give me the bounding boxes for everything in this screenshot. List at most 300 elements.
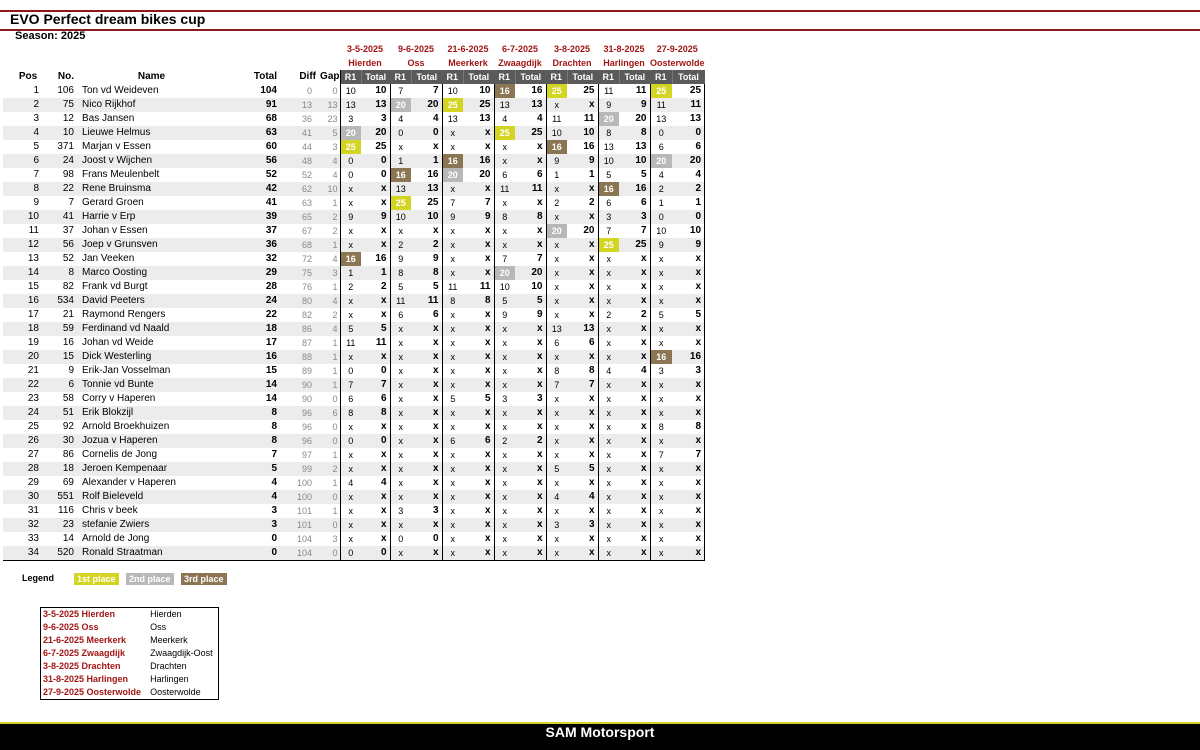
row-r1-result: x — [554, 254, 559, 264]
row-r1-result: 1 — [658, 198, 664, 208]
row-event-total: x — [515, 140, 546, 154]
row-diff: 72 — [301, 254, 312, 264]
row-r1-result: x — [390, 406, 411, 420]
row-event-total: x — [411, 224, 442, 238]
row-r1-result: x — [606, 282, 611, 292]
row-event-total: 8 — [515, 210, 546, 224]
row-event-total: 16 — [411, 168, 442, 182]
row-event-total: x — [672, 532, 705, 546]
event-date: 3-5-2025 — [346, 44, 384, 54]
row-event-total: 10 — [567, 126, 598, 140]
row-r1-result: x — [650, 378, 672, 392]
row-name: Johan v Essen — [82, 225, 148, 236]
row-event-total: x — [515, 154, 546, 168]
event-header-row — [3, 42, 705, 70]
event-place: Meerkerk — [448, 58, 488, 68]
standings-table — [3, 42, 705, 561]
row-name: Erik-Jan Vosselman — [82, 365, 171, 376]
row-name: Frank vd Burgt — [82, 281, 148, 292]
event-list-row — [41, 647, 219, 660]
row-gap: 0 — [316, 546, 340, 561]
row-event-total: x — [672, 294, 705, 308]
row-pos: 27 — [27, 449, 39, 460]
row-number: 59 — [53, 322, 74, 336]
row-pos: 11 — [28, 225, 39, 236]
event-header — [650, 42, 705, 70]
row-event-total: x — [463, 224, 494, 238]
row-event-total: x — [567, 308, 598, 322]
row-event-total: 11 — [672, 98, 705, 112]
row-event-total: 13 — [567, 322, 598, 336]
row-event-total: x — [411, 406, 442, 420]
table-row — [3, 448, 705, 462]
row-r1-result: x — [502, 226, 507, 236]
row-r1-result: x — [554, 478, 559, 488]
row-r1-result: 7 — [450, 198, 456, 208]
table-row — [3, 294, 705, 308]
row-event-total: 1 — [672, 196, 705, 210]
row-r1-result: x — [546, 98, 567, 112]
row-name: Lieuwe Helmus — [74, 126, 229, 140]
table-row — [3, 504, 705, 518]
row-event-total: x — [619, 378, 650, 392]
table-row — [3, 462, 705, 476]
row-r1-result: x — [650, 322, 672, 336]
row-r1-result: 7 — [606, 226, 612, 236]
row-diff: 52 — [301, 170, 312, 180]
row-r1-result: x — [348, 198, 353, 208]
row-r1-result: 2 — [348, 282, 354, 292]
row-diff: 97 — [301, 450, 312, 460]
row-number: 23 — [53, 518, 74, 532]
row-r1-result: x — [398, 366, 403, 376]
row-name: Erik Blokzijl — [74, 406, 229, 420]
row-name: Tonnie vd Bunte — [74, 378, 229, 392]
row-event-total: x — [361, 182, 390, 196]
col-event-total: Total — [361, 70, 390, 84]
row-r1-result: x — [546, 238, 567, 252]
row-event-total: 6 — [515, 168, 546, 182]
row-r1-result: 7 — [658, 450, 664, 460]
table-row — [3, 322, 705, 336]
row-r1-result: x — [450, 478, 455, 488]
row-event-total: 0 — [411, 126, 442, 140]
row-r1-result: 13 — [546, 322, 567, 336]
row-event-total: x — [619, 252, 650, 266]
row-r1-result: 16 — [494, 84, 515, 98]
row-diff: 99 — [277, 462, 316, 476]
row-event-total: 11 — [361, 336, 390, 350]
row-r1-result: 13 — [656, 114, 667, 124]
row-number: 371 — [57, 141, 74, 152]
row-event-total: x — [619, 406, 650, 420]
row-r1-result: 4 — [546, 490, 567, 504]
row-r1-result: x — [606, 534, 611, 544]
row-name: Rolf Bieleveld — [74, 490, 229, 504]
row-r1-result: x — [659, 394, 664, 404]
row-event-total: x — [515, 476, 546, 490]
row-r1-result: x — [494, 350, 515, 364]
row-r1-result: x — [348, 450, 353, 460]
row-gap: 13 — [316, 98, 340, 112]
table-row — [3, 252, 705, 266]
row-r1-result: x — [442, 518, 463, 532]
row-r1-result: 25 — [442, 98, 463, 112]
row-event-total: 25 — [515, 126, 546, 140]
row-r1-result: 9 — [442, 210, 463, 224]
row-event-total: 7 — [567, 378, 598, 392]
row-event-total: x — [567, 280, 598, 294]
row-diff: 89 — [301, 366, 312, 376]
event-list-key: 21-6-2025 Meerkerk — [43, 635, 127, 645]
row-event-total: x — [619, 420, 650, 434]
row-event-total: x — [567, 476, 598, 490]
row-total: 39 — [229, 210, 277, 224]
row-r1-result: x — [398, 338, 403, 348]
table-row — [3, 266, 705, 280]
row-r1-result: x — [554, 506, 559, 516]
row-event-total: x — [361, 532, 390, 546]
row-event-total: x — [411, 448, 442, 462]
row-r1-result: x — [502, 506, 507, 516]
row-pos: 32 — [3, 518, 53, 532]
row-event-total: x — [361, 224, 390, 238]
row-total: 104 — [260, 85, 277, 96]
row-number: 106 — [57, 85, 74, 96]
row-event-total: 0 — [361, 168, 390, 182]
row-r1-result: x — [606, 450, 611, 460]
row-r1-result: 5 — [494, 294, 515, 308]
row-event-total: x — [672, 266, 705, 280]
row-r1-result: x — [502, 450, 507, 460]
row-r1-result: 16 — [340, 252, 361, 266]
table-row — [3, 140, 705, 154]
row-event-total: x — [515, 518, 546, 532]
row-r1-result: 0 — [348, 170, 354, 180]
row-gap: 1 — [316, 196, 340, 210]
row-total: 37 — [265, 225, 277, 236]
row-r1-result: 11 — [448, 282, 458, 292]
row-pos: 6 — [3, 154, 53, 168]
row-number: 18 — [53, 462, 74, 476]
row-number: 10 — [53, 126, 74, 140]
row-total: 29 — [229, 266, 277, 280]
row-total: 18 — [229, 322, 277, 336]
table-row — [3, 224, 705, 238]
row-pos: 22 — [3, 378, 53, 392]
row-name: Corry v Haperen — [82, 393, 156, 404]
table-row — [3, 518, 705, 532]
event-list-key: 31-8-2025 Harlingen — [43, 674, 129, 684]
row-pos: 1 — [33, 85, 39, 96]
row-r1-result: 8 — [442, 294, 463, 308]
row-r1-result: 11 — [604, 86, 614, 96]
table-row — [3, 182, 705, 196]
row-event-total: x — [515, 532, 546, 546]
row-number: 12 — [62, 113, 74, 124]
col-event-total: Total — [411, 70, 442, 84]
row-r1-result: x — [390, 322, 411, 336]
row-event-total: x — [619, 434, 650, 448]
row-event-total: x — [411, 420, 442, 434]
row-r1-result: 8 — [598, 126, 619, 140]
row-event-total: x — [463, 462, 494, 476]
row-event-total: 9 — [411, 252, 442, 266]
row-r1-result: x — [598, 294, 619, 308]
row-event-total: x — [619, 350, 650, 364]
row-total: 60 — [265, 141, 277, 152]
row-total: 8 — [229, 434, 277, 448]
row-diff: 82 — [301, 310, 312, 320]
row-r1-result: 16 — [442, 154, 463, 168]
row-event-total: 4 — [672, 168, 705, 182]
row-diff: 101 — [296, 506, 312, 516]
row-event-total: x — [619, 546, 650, 561]
row-event-total: x — [672, 476, 705, 490]
row-event-total: 10 — [463, 84, 494, 98]
row-event-total: 20 — [567, 224, 598, 238]
row-event-total: 5 — [411, 280, 442, 294]
row-r1-result: 10 — [499, 282, 510, 292]
row-total: 32 — [265, 253, 277, 264]
table-row — [3, 112, 705, 126]
row-r1-result: x — [598, 350, 619, 364]
row-event-total: x — [463, 532, 494, 546]
row-event-total: 25 — [672, 84, 705, 98]
row-r1-result: 16 — [650, 350, 672, 364]
col-diff: Diff — [299, 71, 316, 82]
row-r1-result: x — [659, 478, 664, 488]
row-event-total: x — [411, 490, 442, 504]
row-r1-result: x — [398, 394, 403, 404]
row-name: Bas Jansen — [82, 113, 135, 124]
row-pos: 30 — [3, 490, 53, 504]
row-r1-result: 4 — [348, 478, 354, 488]
row-total: 22 — [265, 309, 277, 320]
row-event-total: x — [463, 420, 494, 434]
row-total: 28 — [265, 281, 277, 292]
col-pos: Pos — [18, 71, 38, 82]
row-event-total: 6 — [672, 140, 705, 154]
row-event-total: 3 — [411, 504, 442, 518]
row-event-total: 0 — [361, 546, 390, 561]
row-total: 63 — [229, 126, 277, 140]
row-number: 98 — [62, 169, 74, 180]
row-name: Joep v Grunsven — [74, 238, 229, 252]
row-diff: 100 — [296, 478, 312, 488]
event-list-value: Zwaagdijk-Oost — [150, 648, 213, 658]
row-r1-result: 5 — [658, 310, 664, 320]
row-event-total: x — [361, 420, 390, 434]
row-event-total: 9 — [515, 308, 546, 322]
event-place: Hierden — [348, 58, 382, 68]
row-event-total: 2 — [567, 196, 598, 210]
row-event-total: x — [515, 336, 546, 350]
row-r1-result: 2 — [650, 182, 672, 196]
page-title: EVO Perfect dream bikes cup — [10, 11, 206, 27]
row-event-total: 4 — [411, 112, 442, 126]
row-pos: 24 — [3, 406, 53, 420]
row-r1-result: 8 — [658, 422, 664, 432]
row-r1-result: x — [606, 254, 611, 264]
row-gap: 4 — [316, 252, 340, 266]
row-gap: 23 — [316, 112, 340, 126]
row-name: Cornelis de Jong — [82, 449, 158, 460]
row-total: 41 — [265, 197, 277, 208]
row-event-total: x — [515, 406, 546, 420]
row-event-total: x — [515, 462, 546, 476]
row-r1-result: x — [442, 546, 463, 561]
row-event-total: x — [411, 392, 442, 406]
row-event-total: 20 — [672, 154, 705, 168]
season-label: Season: 2025 — [15, 30, 86, 42]
row-r1-result: 5 — [606, 170, 612, 180]
row-pos: 20 — [3, 350, 53, 364]
row-total: 68 — [265, 113, 277, 124]
table-row — [3, 98, 705, 112]
row-event-total: x — [619, 462, 650, 476]
row-event-total: x — [463, 182, 494, 196]
row-r1-result: x — [442, 490, 463, 504]
event-date: 21-6-2025 — [447, 44, 489, 54]
row-r1-result: x — [502, 478, 507, 488]
row-pos: 9 — [33, 197, 39, 208]
row-event-total: x — [411, 434, 442, 448]
row-event-total: x — [463, 350, 494, 364]
row-event-total: 16 — [567, 140, 598, 154]
row-event-total: 7 — [361, 378, 390, 392]
row-event-total: x — [672, 434, 705, 448]
row-r1-result: x — [398, 478, 403, 488]
row-diff: 88 — [277, 350, 316, 364]
col-event-total: Total — [672, 70, 705, 84]
row-r1-result: x — [502, 142, 507, 152]
row-r1-result: x — [348, 310, 353, 320]
row-r1-result: 13 — [447, 114, 458, 124]
row-event-total: 3 — [619, 210, 650, 224]
row-event-total: x — [567, 448, 598, 462]
row-event-total: 20 — [619, 112, 650, 126]
row-event-total: x — [463, 140, 494, 154]
row-event-total: x — [515, 322, 546, 336]
row-number: 92 — [62, 421, 74, 432]
row-total: 42 — [229, 182, 277, 196]
row-event-total: x — [619, 392, 650, 406]
row-number: 75 — [53, 98, 74, 112]
row-r1-result: 20 — [546, 224, 567, 238]
event-date: 3-8-2025 — [553, 44, 591, 54]
row-event-total: x — [411, 336, 442, 350]
table-row — [3, 126, 705, 140]
row-r1-result: x — [650, 490, 672, 504]
row-event-total: 11 — [567, 112, 598, 126]
row-r1-result: x — [598, 378, 619, 392]
row-r1-result: 16 — [598, 182, 619, 196]
row-r1-result: x — [494, 518, 515, 532]
row-event-total: 20 — [515, 266, 546, 280]
row-diff: 96 — [277, 406, 316, 420]
table-row — [3, 84, 705, 98]
row-r1-result: 1 — [340, 266, 361, 280]
row-r1-result: x — [390, 462, 411, 476]
row-r1-result: x — [650, 294, 672, 308]
row-gap: 4 — [316, 322, 340, 336]
row-event-total: 1 — [567, 168, 598, 182]
event-header — [494, 42, 546, 70]
row-gap: 4 — [316, 154, 340, 168]
row-event-total: 0 — [361, 154, 390, 168]
row-r1-result: x — [340, 518, 361, 532]
row-name: Arnold de Jong — [82, 533, 150, 544]
row-event-total: x — [463, 126, 494, 140]
row-event-total: 6 — [463, 434, 494, 448]
row-event-total: x — [515, 448, 546, 462]
row-r1-result: x — [450, 338, 455, 348]
row-r1-result: x — [450, 310, 455, 320]
row-number: 24 — [53, 154, 74, 168]
row-event-total: x — [361, 490, 390, 504]
event-header — [598, 42, 650, 70]
row-event-total: x — [411, 140, 442, 154]
row-event-total: x — [463, 322, 494, 336]
row-gap: 0 — [316, 490, 340, 504]
row-r1-result: 20 — [650, 154, 672, 168]
row-event-total: 9 — [567, 154, 598, 168]
row-r1-result: x — [546, 182, 567, 196]
event-list-value: Oss — [150, 622, 167, 632]
row-r1-result: x — [546, 434, 567, 448]
row-event-total: x — [515, 490, 546, 504]
row-r1-result: x — [390, 518, 411, 532]
col-event-total: Total — [567, 70, 598, 84]
row-event-total: 6 — [567, 336, 598, 350]
row-name: Ronald Straatman — [74, 546, 229, 561]
row-event-total: 20 — [361, 126, 390, 140]
event-place: Drachten — [552, 58, 592, 68]
row-r1-result: x — [442, 350, 463, 364]
row-r1-result: 10 — [656, 226, 667, 236]
row-gap: 1 — [316, 476, 340, 490]
event-list-value: Harlingen — [150, 674, 189, 684]
row-event-total: x — [411, 378, 442, 392]
row-r1-result: 25 — [650, 84, 672, 98]
row-event-total: x — [567, 238, 598, 252]
row-gap: 1 — [316, 336, 340, 350]
row-event-total: 16 — [619, 182, 650, 196]
col-event-total: Total — [619, 70, 650, 84]
row-event-total: x — [567, 406, 598, 420]
event-header — [340, 42, 390, 70]
row-event-total: 4 — [515, 112, 546, 126]
row-r1-result: x — [650, 406, 672, 420]
row-r1-result: 1 — [554, 170, 560, 180]
row-r1-result: 9 — [598, 98, 619, 112]
row-diff: 0 — [306, 86, 312, 96]
row-event-total: x — [361, 308, 390, 322]
row-name: Jozua v Haperen — [74, 434, 229, 448]
row-r1-result: 13 — [340, 98, 361, 112]
row-pos: 31 — [27, 505, 39, 516]
event-place: Oosterwolde — [650, 58, 705, 68]
row-r1-result: x — [390, 546, 411, 561]
row-event-total: x — [672, 336, 705, 350]
row-r1-result: 20 — [598, 112, 619, 126]
row-name: Jan Veeken — [82, 253, 135, 264]
row-event-total: x — [567, 350, 598, 364]
row-event-total: x — [463, 238, 494, 252]
row-event-total: 13 — [672, 112, 705, 126]
row-gap: 4 — [316, 294, 340, 308]
